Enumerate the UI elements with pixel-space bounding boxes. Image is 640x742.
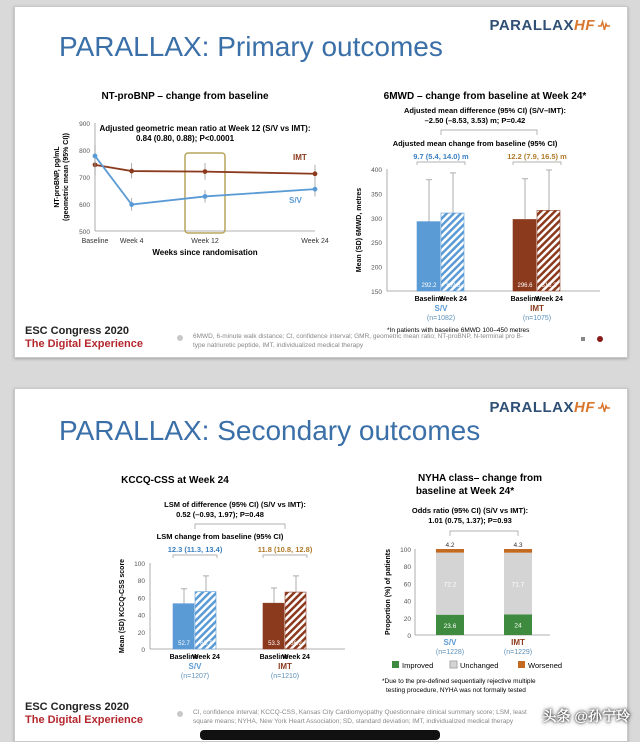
change-bracket bbox=[173, 555, 217, 558]
y-axis-label: Proportion (%) of patients bbox=[385, 549, 392, 635]
group-n-label: (n=1228) bbox=[435, 649, 465, 656]
bar-value-label: 315.2 bbox=[541, 283, 557, 289]
group-change-label: 11.8 (10.8, 12.8) bbox=[257, 545, 313, 554]
y-tick-label: 200 bbox=[371, 264, 382, 272]
annotation-line: Adjusted mean change from baseline (95% CI) bbox=[392, 139, 558, 148]
x-tick-label: Baseline bbox=[81, 238, 109, 245]
y-tick-label: 20 bbox=[403, 615, 411, 623]
data-point bbox=[313, 171, 318, 176]
segment-value-label: 72.2 bbox=[443, 581, 457, 589]
x-tick-label: Week 24 bbox=[282, 654, 310, 661]
congress-label: ESC Congress 2020 bbox=[25, 701, 129, 713]
y-tick-label: 0 bbox=[141, 647, 145, 654]
abbreviations-footnote: 6MWD, 6-minute walk distance; CI, confidence interval; GMR, geometric mean ratio; NT-proBNP, N-terminal pro B- type natriuretic peptide, IMT, individualized medical therapy bbox=[193, 333, 524, 349]
y-tick-label: 80 bbox=[403, 564, 411, 572]
annotation-line: LSM change from baseline (95% CI) bbox=[156, 532, 284, 541]
annotation-line: Adjusted geometric mean ratio at Week 12 (S/V vs IMT): bbox=[99, 124, 311, 133]
6mwd-chart bbox=[335, 83, 615, 334]
group-change-label: 12.2 (7.9, 16.5) m bbox=[507, 152, 567, 161]
bar-value-label: 296.6 bbox=[517, 283, 533, 289]
segment-value-label: 23.6 bbox=[443, 622, 457, 630]
parallax-hf-logo: PARALLAXHF bbox=[489, 17, 611, 34]
ntprobnp-chart bbox=[35, 83, 335, 273]
heart-signal-icon bbox=[597, 18, 611, 32]
change-bracket bbox=[417, 162, 465, 165]
chart-title: baseline at Week 24* bbox=[415, 486, 515, 497]
bar bbox=[513, 219, 536, 291]
annotation-line: –2.50 (–8.53, 3.53) m; P=0.42 bbox=[424, 116, 526, 125]
chart-title: 6MWD – change from baseline at Week 24* bbox=[383, 91, 587, 102]
series-label-sv: S/V bbox=[289, 196, 302, 206]
y-axis-label: Mean (SD) KCCQ-CSS score bbox=[119, 558, 126, 654]
data-point bbox=[129, 169, 134, 174]
bar-value-label: 53.3 bbox=[268, 641, 280, 647]
x-tick-label: Week 12 bbox=[191, 238, 219, 245]
y-tick-label: 60 bbox=[137, 595, 145, 603]
abbreviations-footnote: CI, confidence interval; KCCQ-CSS, Kansas City Cardiomyopathy Questionnaire clinical summary score; LSM, least square means; NYHA, New York Heart Association; SD, standard deviation; IMT, individualized medical therapy bbox=[193, 709, 527, 725]
parallax-hf-logo: PARALLAXHF bbox=[489, 399, 611, 416]
group-change-label: 12.3 (11.3, 13.4) bbox=[167, 545, 223, 554]
legend-swatch bbox=[450, 661, 457, 668]
segment-value-label: 71.7 bbox=[511, 581, 525, 589]
y-tick-label: 80 bbox=[137, 578, 145, 586]
y-axis-label: (geometric mean (95% CI)) bbox=[63, 133, 70, 221]
x-tick-label: Week 4 bbox=[119, 238, 144, 245]
x-tick-label: IMT bbox=[511, 638, 525, 647]
group-change-label: 9.7 (5.4, 14.0) m bbox=[413, 152, 469, 161]
legend-label: Unchanged bbox=[460, 661, 499, 670]
y-tick-label: 700 bbox=[79, 175, 90, 182]
chart-title: NYHA class– change from bbox=[417, 473, 543, 484]
segment-value-label: 4.3 bbox=[513, 542, 523, 549]
group-n-label: (n=1229) bbox=[503, 649, 533, 656]
slide-title: PARALLAX: Secondary outcomes bbox=[59, 415, 481, 446]
odds-ratio-bracket bbox=[450, 531, 518, 536]
y-axis-label: NT-proBNP, pg/mL bbox=[54, 146, 61, 208]
watermark-label: 头条 @孙宁玲 bbox=[542, 708, 630, 724]
y-tick-label: 60 bbox=[403, 581, 411, 589]
group-n-label: (n=1210) bbox=[270, 673, 300, 680]
y-tick-label: 100 bbox=[400, 547, 411, 554]
slide-primary-outcomes bbox=[14, 6, 628, 358]
stacked-bar-segment bbox=[436, 549, 464, 553]
data-point bbox=[93, 154, 98, 159]
x-tick-label: Week 24 bbox=[301, 238, 329, 245]
y-tick-label: 300 bbox=[371, 215, 382, 223]
annotation-line: Odds ratio (95% CI) (S/V vs IMT): bbox=[411, 506, 529, 515]
y-tick-label: 350 bbox=[371, 191, 382, 199]
x-tick-label: Week 24 bbox=[535, 296, 563, 303]
bar bbox=[537, 210, 560, 291]
chart-footnote: testing procedure, NYHA was not formally tested bbox=[386, 687, 526, 694]
bar-value-label: 52.7 bbox=[178, 641, 190, 647]
annotation-line: Adjusted mean difference (95% CI) (S/V–IMT): bbox=[403, 106, 567, 115]
group-label: IMT bbox=[530, 304, 544, 313]
legend-label: Improved bbox=[402, 661, 434, 670]
kccq-chart bbox=[105, 469, 405, 691]
footer-square bbox=[581, 337, 585, 341]
y-tick-label: 600 bbox=[79, 202, 90, 209]
x-tick-label: S/V bbox=[443, 638, 457, 647]
congress-label: ESC Congress 2020 bbox=[25, 325, 129, 337]
bar-value-label: 66.7 bbox=[200, 641, 212, 647]
data-point bbox=[313, 187, 318, 192]
group-label: IMT bbox=[278, 662, 292, 671]
y-tick-label: 20 bbox=[137, 629, 145, 637]
y-tick-label: 100 bbox=[134, 561, 145, 568]
x-tick-label: Baseline bbox=[414, 296, 444, 303]
y-axis-label: Mean (SD) 6MWD, metres bbox=[356, 187, 363, 273]
data-point bbox=[203, 194, 208, 199]
y-tick-label: 40 bbox=[403, 598, 411, 606]
legend-label: Worsened bbox=[528, 661, 563, 670]
segment-value-label: 4.2 bbox=[445, 542, 455, 549]
group-n-label: (n=1082) bbox=[426, 315, 456, 322]
legend-swatch bbox=[392, 661, 399, 668]
x-tick-label: Baseline bbox=[169, 654, 199, 661]
heart-signal-icon bbox=[597, 400, 611, 414]
slide-title: PARALLAX: Primary outcomes bbox=[59, 31, 443, 62]
difference-bracket bbox=[195, 524, 285, 529]
series-label-imt: IMT bbox=[293, 152, 307, 162]
chart-title: NT-proBNP – change from baseline bbox=[101, 91, 269, 102]
y-tick-label: 0 bbox=[407, 633, 411, 640]
group-label: S/V bbox=[188, 662, 202, 671]
y-tick-label: 400 bbox=[371, 167, 382, 174]
chart-footnote: *Due to the pre-defined sequentially rejective multiple bbox=[382, 678, 536, 685]
data-point bbox=[203, 169, 208, 174]
y-tick-label: 500 bbox=[79, 229, 90, 236]
bottom-bar bbox=[200, 730, 440, 740]
chart-title: KCCQ-CSS at Week 24 bbox=[121, 475, 229, 486]
stacked-bar-segment bbox=[504, 549, 532, 553]
footer-dot bbox=[177, 711, 183, 717]
bar bbox=[441, 213, 464, 291]
x-axis-label: Weeks since randomisation bbox=[152, 248, 258, 257]
x-tick-label: Baseline bbox=[259, 654, 289, 661]
group-label: S/V bbox=[434, 304, 448, 313]
x-tick-label: Week 24 bbox=[439, 296, 467, 303]
data-point bbox=[129, 202, 134, 207]
segment-value-label: 24 bbox=[514, 622, 522, 630]
footer-dot bbox=[177, 335, 183, 341]
x-tick-label: Baseline bbox=[510, 296, 540, 303]
slide-secondary-outcomes bbox=[14, 388, 628, 742]
y-tick-label: 40 bbox=[137, 612, 145, 620]
annotation-line: 0.52 (–0.93, 1.97); P=0.48 bbox=[176, 510, 264, 519]
y-tick-label: 250 bbox=[371, 240, 382, 248]
x-tick-label: Week 24 bbox=[192, 654, 220, 661]
group-n-label: (n=1207) bbox=[180, 673, 210, 680]
y-tick-label: 800 bbox=[79, 148, 90, 155]
legend-swatch bbox=[518, 661, 525, 668]
digital-experience-label: The Digital Experience bbox=[25, 714, 143, 726]
annotation-line: 0.84 (0.80, 0.88); P<0.0001 bbox=[135, 134, 235, 143]
change-bracket bbox=[513, 162, 561, 165]
difference-bracket bbox=[441, 130, 537, 135]
bar-value-label: 292.2 bbox=[421, 283, 437, 289]
change-bracket bbox=[263, 555, 307, 558]
chart-footnote: *In patients with baseline 6MWD 100–450 metres bbox=[387, 327, 530, 334]
bar-value-label: 66.2 bbox=[290, 641, 302, 647]
y-tick-label: 150 bbox=[371, 289, 382, 296]
annotation-line: LSM of difference (95% CI) (S/V vs IMT): bbox=[164, 500, 306, 509]
nyha-chart bbox=[370, 467, 610, 717]
y-tick-label: 900 bbox=[79, 121, 90, 128]
digital-experience-label: The Digital Experience bbox=[25, 338, 143, 350]
footer-dot-red bbox=[597, 336, 603, 342]
annotation-line: 1.01 (0.75, 1.37); P=0.93 bbox=[428, 516, 512, 525]
group-n-label: (n=1075) bbox=[522, 315, 552, 322]
bar bbox=[417, 222, 440, 291]
bar-value-label: 309.8 bbox=[445, 283, 461, 289]
